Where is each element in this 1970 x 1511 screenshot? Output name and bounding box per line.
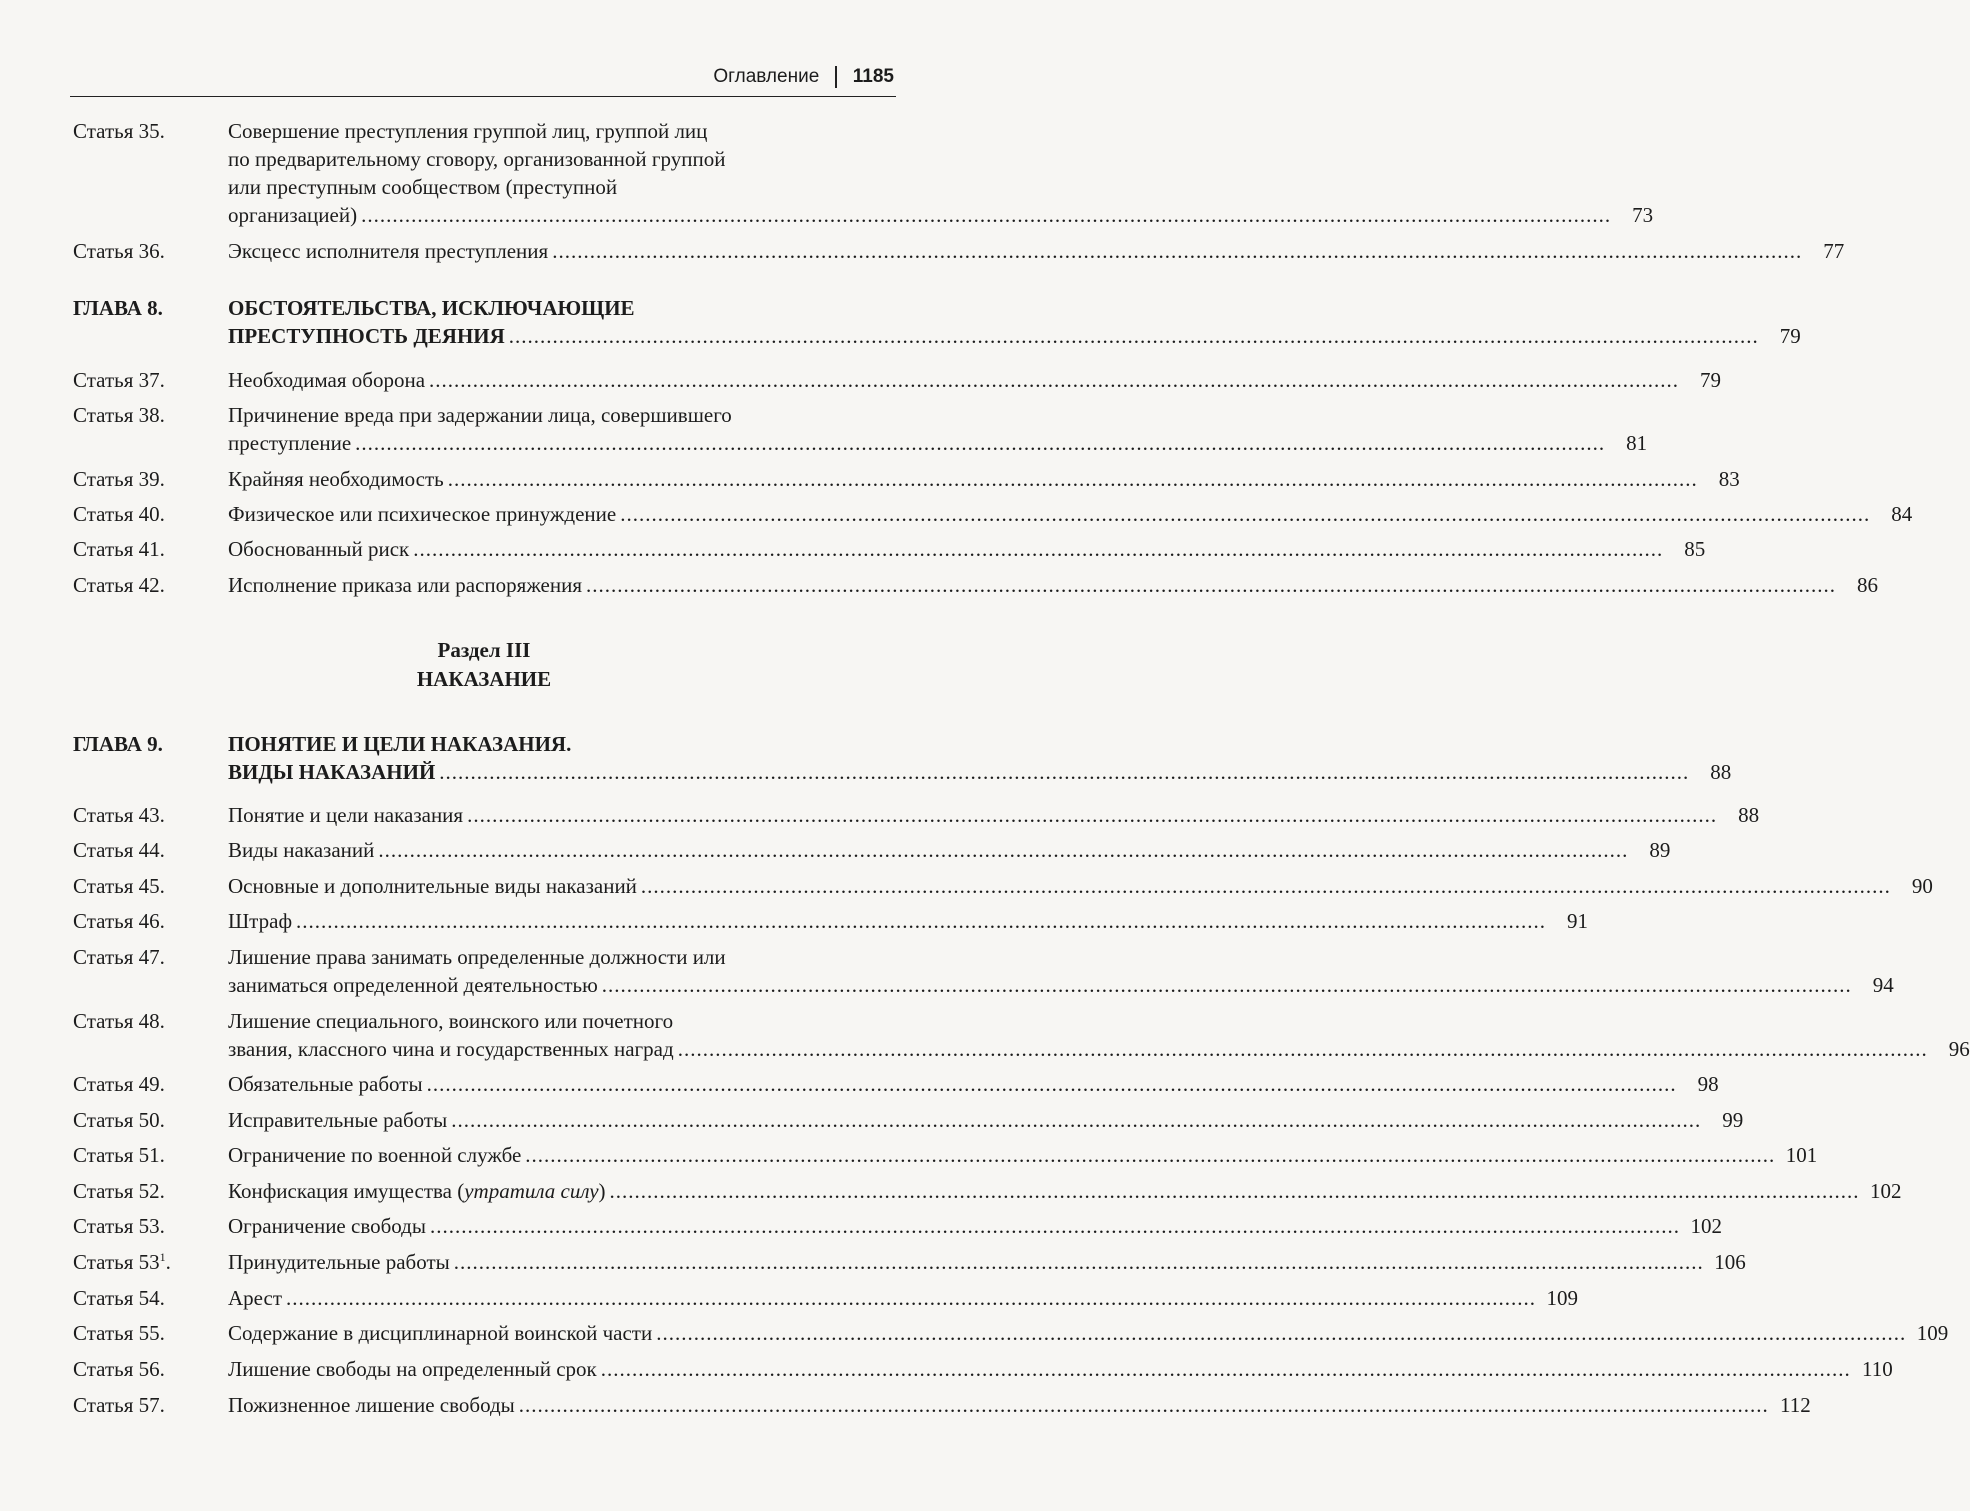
entry-label: Статья 48. xyxy=(73,1009,165,1033)
entry-title: Исправительные работы xyxy=(228,1108,448,1132)
toc-entry[interactable] xyxy=(73,836,1671,864)
entry-title-line: Лишение права занимать определенные должности или xyxy=(228,945,726,969)
entry-label: Статья 55. xyxy=(73,1321,165,1345)
page-number: 86 xyxy=(1857,573,1879,597)
entry-label: Статья 36. xyxy=(73,239,165,263)
entry-label: Статья 53. xyxy=(73,1214,165,1238)
page-number: 83 xyxy=(1718,467,1740,491)
page-number: 98 xyxy=(1697,1072,1719,1096)
leader-dots: ........................................................................................................................................................................................................ xyxy=(429,368,1680,392)
toc-entry[interactable] xyxy=(73,1391,1811,1419)
leader-dots: ........................................................................................................................................................................................................ xyxy=(451,1108,1702,1132)
header-title: Оглавление xyxy=(713,66,820,87)
chapter-label: ГЛАВА 8. xyxy=(73,296,163,320)
page-number: 110 xyxy=(1862,1357,1893,1381)
entry-title: Эксцесс исполнителя преступления xyxy=(228,239,549,263)
entry-title-end: ) xyxy=(598,1179,606,1203)
section-heading xyxy=(73,636,895,694)
toc-entry[interactable] xyxy=(73,1355,1893,1383)
chapter-title-line: ОБСТОЯТЕЛЬСТВА, ИСКЛЮЧАЮЩИЕ xyxy=(228,296,635,320)
entry-title: заниматься определенной деятельностью xyxy=(228,973,598,997)
running-header xyxy=(70,62,896,97)
page-number: 102 xyxy=(1690,1214,1722,1238)
section-title: НАКАЗАНИЕ xyxy=(416,667,552,691)
entry-label: Статья 56. xyxy=(73,1357,165,1381)
leader-dots: ........................................................................................................................................................................................................ xyxy=(378,838,1629,862)
entry-label: Статья 35. xyxy=(73,119,165,143)
entry-label-superscript: 1 xyxy=(159,1250,166,1264)
toc-chapter[interactable] xyxy=(73,294,1801,350)
entry-title: Принудительные работы xyxy=(228,1250,450,1274)
entry-title: Основные и дополнительные виды наказаний xyxy=(228,874,637,898)
entry-title: Ограничение свободы xyxy=(228,1214,426,1238)
entry-label: Статья 54. xyxy=(73,1286,165,1310)
entry-title: Исполнение приказа или распоряжения xyxy=(228,573,583,597)
header-page-number: 1185 xyxy=(852,66,894,87)
chapter-title: ВИДЫ НАКАЗАНИЙ xyxy=(228,760,436,784)
entry-title-line: по предварительному сговору, организованной группой xyxy=(228,147,726,171)
page-number: 85 xyxy=(1684,537,1706,561)
entry-title-line: Совершение преступления группой лиц, группой лиц xyxy=(228,119,708,143)
toc-entry[interactable] xyxy=(73,1212,1722,1240)
leader-dots: ........................................................................................................................................................................................................ xyxy=(640,874,1891,898)
entry-title-italic: утратила силу xyxy=(464,1179,599,1203)
leader-dots: ........................................................................................................................................................................................................ xyxy=(600,1357,1851,1381)
leader-dots: ........................................................................................................................................................................................................ xyxy=(429,1214,1680,1238)
page-number: 109 xyxy=(1916,1321,1949,1345)
entry-title: Крайняя необходимость xyxy=(228,467,444,491)
section-label: Раздел III xyxy=(437,638,531,662)
toc-entry[interactable] xyxy=(73,401,1648,457)
entry-label: Статья 41. xyxy=(73,537,165,561)
page-number: 94 xyxy=(1872,973,1894,997)
entry-label: Статья 53 xyxy=(73,1250,160,1274)
entry-title: Содержание в дисциплинарной воинской части xyxy=(228,1321,653,1345)
toc-chapter[interactable] xyxy=(73,730,1732,786)
leader-dots: ........................................................................................................................................................................................................ xyxy=(552,239,1803,263)
entry-label: Статья 45. xyxy=(73,874,165,898)
toc-entry[interactable] xyxy=(73,535,1706,563)
leader-dots: ........................................................................................................................................................................................................ xyxy=(508,324,1759,348)
leader-dots: ........................................................................................................................................................................................................ xyxy=(413,537,1664,561)
leader-dots: ........................................................................................................................................................................................................ xyxy=(677,1037,1928,1061)
toc-entry[interactable] xyxy=(73,1106,1744,1134)
leader-dots: ........................................................................................................................................................................................................ xyxy=(518,1393,1769,1417)
page-number: 73 xyxy=(1632,203,1654,227)
entry-title: Обязательные работы xyxy=(228,1072,423,1096)
page-number: 112 xyxy=(1780,1393,1811,1417)
entry-title: Обоснованный риск xyxy=(228,537,410,561)
page-number: 102 xyxy=(1870,1179,1902,1203)
entry-title: преступление xyxy=(228,431,352,455)
toc-entry[interactable] xyxy=(73,500,1913,528)
leader-dots: ........................................................................................................................................................................................................ xyxy=(361,203,1612,227)
toc-entry[interactable] xyxy=(73,465,1740,493)
entry-title: Арест xyxy=(228,1286,283,1310)
leader-dots: ........................................................................................................................................................................................................ xyxy=(355,431,1606,455)
header-divider xyxy=(835,66,837,88)
entry-label: Статья 42. xyxy=(73,573,165,597)
entry-title: Лишение свободы на определенный срок xyxy=(228,1357,597,1381)
page-number: 88 xyxy=(1738,803,1760,827)
leader-dots: ........................................................................................................................................................................................................ xyxy=(453,1250,1704,1274)
entry-label: Статья 37. xyxy=(73,368,165,392)
page-number: 79 xyxy=(1700,368,1722,392)
chapter-title: ПРЕСТУПНОСТЬ ДЕЯНИЯ xyxy=(228,324,505,348)
entry-label: Статья 40. xyxy=(73,502,165,526)
page-number: 84 xyxy=(1891,502,1913,526)
page-number: 81 xyxy=(1626,431,1648,455)
page-number: 77 xyxy=(1823,239,1845,263)
entry-title: Пожизненное лишение свободы xyxy=(228,1393,515,1417)
leader-dots: ........................................................................................................................................................................................................ xyxy=(286,1286,1537,1310)
page-number: 90 xyxy=(1911,874,1933,898)
toc-entry[interactable] xyxy=(73,872,1933,900)
leader-dots: ........................................................................................................................................................................................................ xyxy=(439,760,1690,784)
entry-title: звания, классного чина и государственных наград xyxy=(228,1037,674,1061)
leader-dots: ........................................................................................................................................................................................................ xyxy=(467,803,1718,827)
toc-entry[interactable] xyxy=(73,907,1589,935)
toc-entry[interactable] xyxy=(73,1177,1902,1205)
page-number: 99 xyxy=(1722,1108,1744,1132)
entry-title-line: Лишение специального, воинского или почетного xyxy=(228,1009,674,1033)
entry-label: Статья 46. xyxy=(73,909,165,933)
toc-entry[interactable] xyxy=(73,1319,1949,1347)
toc-entry[interactable] xyxy=(73,1248,1746,1276)
entry-label: Статья 51. xyxy=(73,1143,165,1167)
toc-entry[interactable] xyxy=(73,237,1845,265)
entry-label: Статья 52. xyxy=(73,1179,165,1203)
toc-entry[interactable] xyxy=(73,801,1760,829)
entry-title: Необходимая оборона xyxy=(228,368,426,392)
entry-title-line: или преступным сообществом (преступной xyxy=(228,175,618,199)
entry-label: Статья 43. xyxy=(73,803,165,827)
entry-title: организацией) xyxy=(228,203,358,227)
toc-entry[interactable] xyxy=(73,1070,1719,1098)
entry-title: Виды наказаний xyxy=(228,838,375,862)
toc-entry[interactable] xyxy=(73,366,1722,394)
entry-title: Понятие и цели наказания xyxy=(228,803,464,827)
toc-entry[interactable] xyxy=(73,571,1879,599)
entry-label: Статья 44. xyxy=(73,838,165,862)
entry-label: Статья 47. xyxy=(73,945,165,969)
leader-dots: ........................................................................................................................................................................................................ xyxy=(609,1179,1860,1203)
entry-title: Конфискация имущества ( xyxy=(228,1179,465,1203)
entry-label: Статья 38. xyxy=(73,403,165,427)
toc-entry[interactable] xyxy=(73,117,1654,229)
page-number: 101 xyxy=(1785,1143,1818,1167)
page-number: 88 xyxy=(1710,760,1732,784)
page-number: 96 xyxy=(1948,1037,1970,1061)
leader-dots: ........................................................................................................................................................................................................ xyxy=(656,1321,1907,1345)
leader-dots: ........................................................................................................................................................................................................ xyxy=(586,573,1837,597)
entry-label: Статья 39. xyxy=(73,467,165,491)
entry-title-line: Причинение вреда при задержании лица, совершившего xyxy=(228,403,732,427)
page-number: 106 xyxy=(1714,1250,1746,1274)
leader-dots: ........................................................................................................................................................................................................ xyxy=(601,973,1852,997)
entry-label: Статья 50. xyxy=(73,1108,165,1132)
page-number: 89 xyxy=(1649,838,1671,862)
entry-label: Статья 57. xyxy=(73,1393,165,1417)
entry-label: Статья 49. xyxy=(73,1072,165,1096)
toc-entry[interactable] xyxy=(73,1007,1970,1063)
toc-entry[interactable] xyxy=(73,1141,1818,1169)
toc-entry[interactable] xyxy=(73,1284,1579,1312)
leader-dots: ........................................................................................................................................................................................................ xyxy=(447,467,1698,491)
chapter-label: ГЛАВА 9. xyxy=(73,732,163,756)
entry-title: Физическое или психическое принуждение xyxy=(228,502,617,526)
chapter-title-line: ПОНЯТИЕ И ЦЕЛИ НАКАЗАНИЯ. xyxy=(228,732,572,756)
page-number: 79 xyxy=(1779,324,1801,348)
entry-title: Штраф xyxy=(228,909,293,933)
leader-dots: ........................................................................................................................................................................................................ xyxy=(296,909,1547,933)
page-number: 109 xyxy=(1546,1286,1579,1310)
leader-dots: ........................................................................................................................................................................................................ xyxy=(525,1143,1776,1167)
leader-dots: ........................................................................................................................................................................................................ xyxy=(426,1072,1677,1096)
page-number: 91 xyxy=(1567,909,1589,933)
entry-label-suffix: . xyxy=(165,1250,171,1274)
toc-entry[interactable] xyxy=(73,943,1894,999)
leader-dots: ........................................................................................................................................................................................................ xyxy=(620,502,1871,526)
entry-title: Ограничение по военной службе xyxy=(228,1143,522,1167)
